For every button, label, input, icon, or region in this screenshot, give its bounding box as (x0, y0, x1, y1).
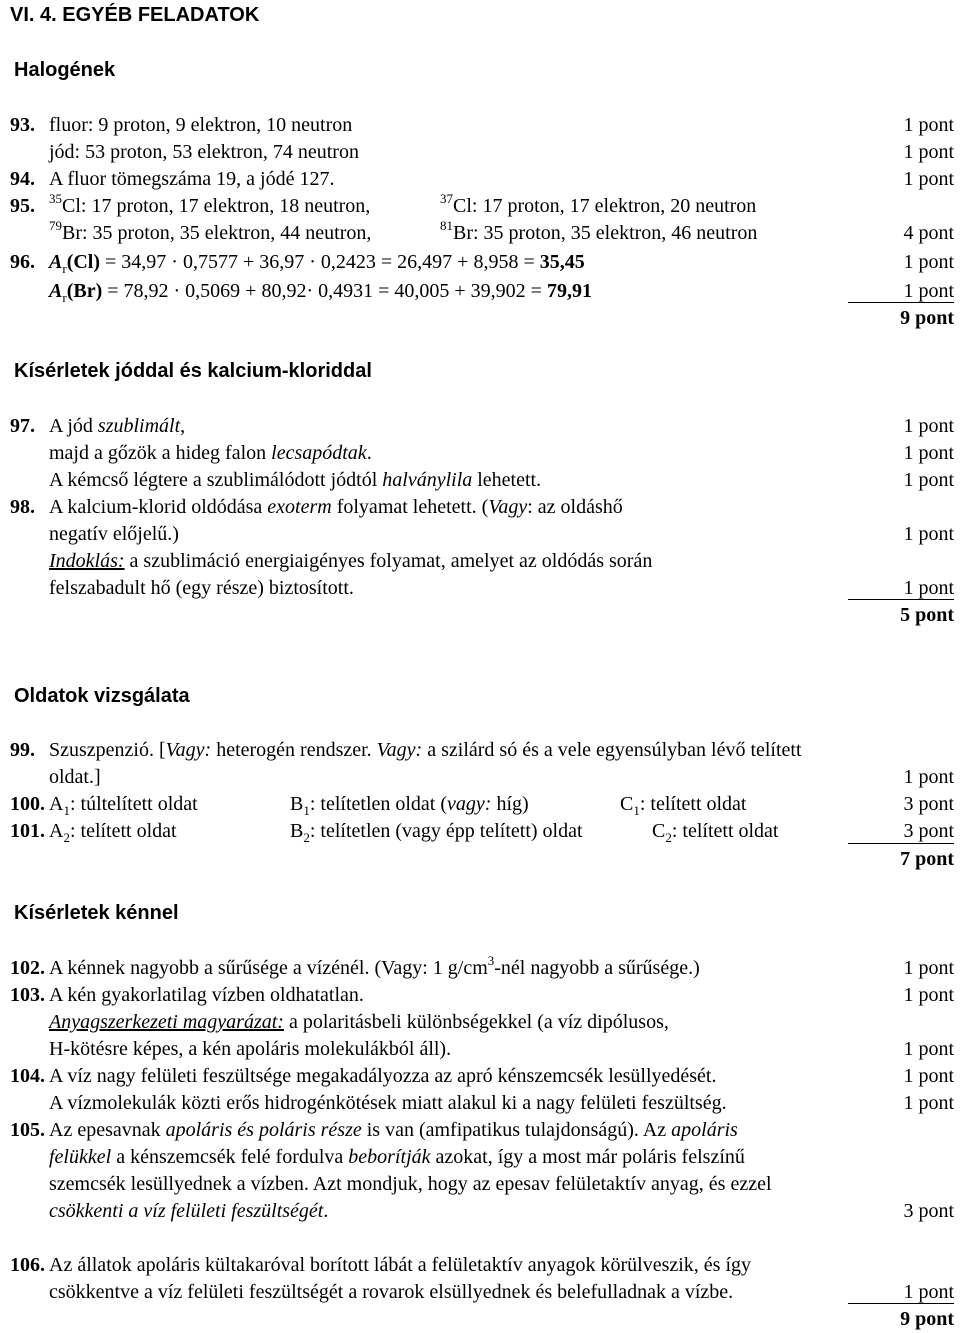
q105-line1 (0, 1117, 960, 1144)
answer-text: A kén gyakorlatilag vízben oldhatatlan. (49, 984, 364, 1006)
section-heading: Kísérletek jóddal és kalcium-kloriddal (14, 360, 372, 382)
question-number: 93. (10, 114, 35, 136)
answer-text: Br: 35 proton, 35 elektron, 44 neutron, (62, 222, 372, 244)
q97-line1 (0, 413, 960, 440)
isotope-br79 (49, 220, 371, 248)
answer-text: felükkel a kénszemcsék felé fordulva beborítják azokat, így a most már poláris felszínű (49, 1146, 745, 1168)
answer-text: felszabadult hő (egy része) biztosított. (49, 577, 354, 599)
q96-line2 (0, 278, 960, 305)
score: 3 pont (903, 820, 954, 842)
section-oldatok (0, 683, 960, 710)
question-number: 96. (10, 251, 35, 273)
q100-line (0, 791, 960, 818)
q99-line1 (0, 737, 960, 764)
answer-text: oldat.] (49, 766, 101, 788)
subscript: r (62, 261, 67, 276)
score: 1 pont (903, 1092, 954, 1114)
section-heading: Oldatok vizsgálata (14, 685, 190, 707)
section-heading: Kísérletek kénnel (14, 902, 179, 924)
total-score: 9 pont (900, 1308, 954, 1330)
score: 1 pont (903, 577, 954, 599)
sum-rule (848, 599, 954, 600)
q106-line2 (0, 1279, 960, 1306)
isotope-cl35 (49, 193, 370, 221)
section-jod (0, 358, 960, 385)
answer-text: fluor: 9 proton, 9 elektron, 10 neutron (49, 114, 353, 136)
section-ken (0, 900, 960, 927)
expression: = 34,97 · 0,7577 + 36,97 · 0,2423 = 26,497 + 8,958 = (100, 251, 540, 273)
q96-line1 (0, 249, 960, 276)
score: 1 pont (903, 141, 954, 163)
total-line (0, 305, 960, 332)
q94-line (0, 166, 960, 193)
total-score: 5 pont (900, 604, 954, 626)
result: 79,91 (546, 280, 592, 302)
q103-line2 (0, 1009, 960, 1036)
total-score: 7 pont (900, 848, 954, 870)
mass-number: 81 (440, 218, 453, 233)
q101-line (0, 818, 960, 845)
mass-number: 37 (440, 191, 453, 206)
answer-text: jód: 53 proton, 53 elektron, 74 neutron (49, 141, 359, 163)
answer-b2: $B_2$: telítetlen (vagy épp telített) oldat (290, 820, 583, 845)
answer-text: Br: 35 proton, 35 elektron, 46 neutron (453, 222, 758, 244)
answer-text: Cl: 17 proton, 17 elektron, 20 neutron (453, 195, 757, 217)
question-number: 99. (10, 739, 35, 761)
q102-line (0, 955, 960, 982)
question-number: 103. (10, 984, 45, 1006)
q97-line2 (0, 440, 960, 467)
formula-br (49, 278, 592, 306)
answer-text: majd a gőzök a hideg falon lecsapódtak. (49, 442, 372, 464)
q105-line2 (0, 1144, 960, 1171)
answer-a1: $A_1$: túltelített oldat (49, 793, 198, 818)
symbol: A (49, 251, 63, 273)
answer-text: Cl: 17 proton, 17 elektron, 18 neutron, (62, 195, 371, 217)
question-number: 101. (10, 820, 45, 842)
answer-text: Anyagszerkezeti magyarázat: a polaritásbeli különbségekkel (a víz dipólusos, (49, 1011, 669, 1033)
question-number: 97. (10, 415, 35, 437)
answer-text: Az epesavnak apoláris és poláris része is van (amfipatikus tulajdonságú). Az apoláris (49, 1119, 738, 1141)
q105-line4 (0, 1198, 960, 1225)
q95-line2 (0, 220, 960, 247)
q99-line2 (0, 764, 960, 791)
q98-line3 (0, 548, 960, 575)
answer-text: Az állatok apoláris kültakaróval borított lábát a felületaktív anyagok körülveszik, és így (49, 1254, 752, 1276)
q103-line3 (0, 1036, 960, 1063)
expression: = 78,92 · 0,5069 + 80,92· 0,4931 = 40,005 + 39,902 = (102, 280, 547, 302)
answer-text: csökkenti a víz felületi feszültségét. (49, 1200, 329, 1222)
q93-line2 (0, 139, 960, 166)
page-title: VI. 4. EGYÉB FELADATOK (10, 4, 260, 26)
sum-rule (848, 1303, 954, 1304)
question-number: 94. (10, 168, 35, 190)
answer-text: A vízmolekulák közti erős hidrogénkötések miatt alakul ki a nagy felületi feszültség. (49, 1092, 727, 1114)
score: 3 pont (903, 1200, 954, 1222)
answer-b1: $B_1$: telítetlen oldat (vagy: híg) (290, 793, 529, 818)
symbol: (Cl) (66, 251, 101, 273)
score: 3 pont (903, 793, 954, 815)
question-number: 106. (10, 1254, 45, 1276)
isotope-br81 (440, 220, 757, 248)
answer-text: A fluor tömegszáma 19, a jódé 127. (49, 168, 335, 190)
answer-text: negatív előjelű.) (49, 523, 179, 545)
score: 1 pont (903, 280, 954, 302)
total-line (0, 846, 960, 873)
q93-line1 (0, 112, 960, 139)
score: 1 pont (903, 442, 954, 464)
answer-text: A kémcső légtere a szublimálódott jódtól halványlila lehetett. (49, 469, 542, 491)
answer-text: H-kötésre képes, a kén apoláris molekulákból áll). (49, 1038, 452, 1060)
score: 1 pont (903, 251, 954, 273)
score: 1 pont (903, 469, 954, 491)
q105-line3 (0, 1171, 960, 1198)
sum-rule (848, 843, 954, 844)
answer-c2: $C_2$: telített oldat (652, 820, 779, 845)
total-line (0, 602, 960, 629)
question-number: 102. (10, 957, 45, 979)
isotope-cl37 (440, 193, 756, 221)
total-line (0, 1306, 960, 1333)
answer-a2: $A_2$: telített oldat (49, 820, 177, 845)
sum-rule (848, 302, 954, 303)
answer-text: A kénnek nagyobb a sűrűsége a vízénél. (Vagy: 1 $g/cm^3$-nél nagyobb a sűrűsége.) (49, 953, 700, 979)
title-line (0, 2, 960, 29)
q98-line4 (0, 575, 960, 602)
score: 1 pont (903, 1038, 954, 1060)
score: 1 pont (903, 984, 954, 1006)
question-number: 104. (10, 1065, 45, 1087)
q98-line2 (0, 521, 960, 548)
question-number: 100. (10, 793, 45, 815)
mass-number: 35 (49, 191, 62, 206)
score: 1 pont (903, 766, 954, 788)
answer-text: csökkentve a víz felületi feszültségét a rovarok elsüllyednek és belefulladnak a vízbe. (49, 1281, 734, 1303)
q98-line1 (0, 494, 960, 521)
symbol: A (49, 280, 63, 302)
score: 1 pont (903, 523, 954, 545)
answer-text: A jód szublimált, (49, 415, 186, 437)
score: 1 pont (903, 1281, 954, 1303)
mass-number: 79 (49, 218, 62, 233)
score: 1 pont (903, 957, 954, 979)
q106-line1 (0, 1252, 960, 1279)
answer-text: A kalcium-klorid oldódása exoterm folyamat lehetett. (Vagy: az oldáshő (49, 496, 623, 518)
question-number: 105. (10, 1119, 45, 1141)
answer-text: A víz nagy felületi feszültsége megakadályozza az apró kénszemcsék lesüllyedését. (49, 1065, 717, 1087)
score: 4 pont (903, 222, 954, 244)
answer-text: Indoklás: a szublimáció energiaigényes folyamat, amelyet az oldódás során (49, 550, 653, 572)
q95-line1 (0, 193, 960, 220)
q104-line2 (0, 1090, 960, 1117)
subscript: r (62, 290, 67, 305)
answer-text: szemcsék lesüllyednek a vízben. Azt mondjuk, hogy az epesav felületaktív anyag, és ezzel (49, 1173, 772, 1195)
section-halogenek (0, 57, 960, 84)
question-number: 98. (10, 496, 35, 518)
score: 1 pont (903, 114, 954, 136)
question-number: 95. (10, 195, 35, 217)
answer-text: Szuszpenzió. [Vagy: heterogén rendszer. Vagy: a szilárd só és a vele egyensúlyban lévő telített (49, 739, 802, 761)
score: 1 pont (903, 1065, 954, 1087)
q97-line3 (0, 467, 960, 494)
score: 1 pont (903, 168, 954, 190)
formula-cl (49, 249, 585, 277)
q104-line1 (0, 1063, 960, 1090)
answer-c1: $C_1$: telített oldat (620, 793, 747, 818)
result: 35,45 (539, 251, 585, 273)
total-score: 9 pont (900, 307, 954, 329)
symbol: (Br) (66, 280, 103, 302)
score: 1 pont (903, 415, 954, 437)
q103-line1 (0, 982, 960, 1009)
section-heading: Halogének (14, 59, 116, 81)
